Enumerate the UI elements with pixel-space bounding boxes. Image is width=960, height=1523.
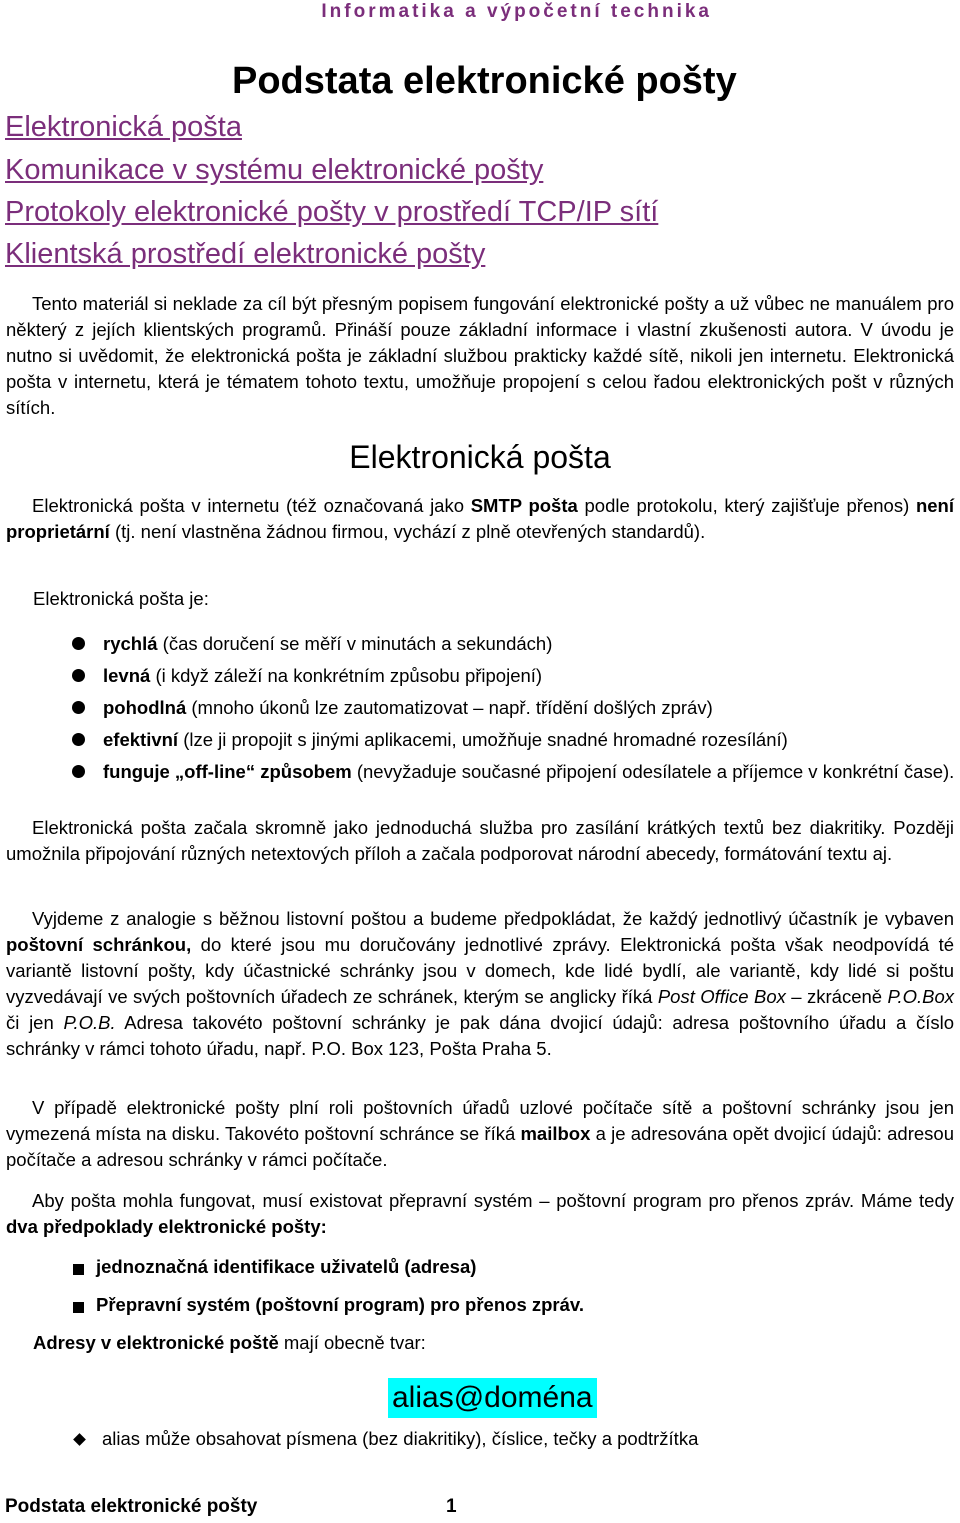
list-label: Elektronická pošta je: xyxy=(33,588,209,609)
diamond-bullet-icon xyxy=(73,1433,86,1446)
toc-link-communication[interactable]: Komunikace v systému elektronické pošty xyxy=(5,154,544,186)
bullet-dot-icon xyxy=(72,765,85,778)
intro-paragraph: Tento materiál si neklade za cíl být přesným popisem fungování elektronické pošty a už vůbec ne manuálem pro některý z jejích klientských programů. Přináší pouze základní informace i vlastní zkušenosti autora. V úvodu je nutno si uvědomit, že elektronická pošta je základní službou prakticky každé sítě, nikoli jen internetu. Elektronická pošta v internetu, která je tématem tohoto textu, umožňuje propojení s celou řadou elektronických pošt v různých sítích. xyxy=(6,293,954,418)
square-bullet-icon xyxy=(73,1264,84,1275)
section-heading: Elektronická pošta xyxy=(349,439,611,475)
bullet-dot-icon xyxy=(72,637,85,650)
page-number: 1 xyxy=(446,1496,457,1517)
paragraph-mailbox: V případě elektronické pošty plní roli poštovních úřadů uzlové počítače sítě a poštovní schránky jsou jen vymezená místa na disku. Takovéto poštovní schránce se říká mailbox a je adresována opět dvojicí údajů: adresou počítače a adresou schránky v rámci počítače. xyxy=(6,1097,954,1170)
paragraph-prerequisites: Aby pošta mohla fungovat, musí existovat přepravní systém – poštovní program pro přenos zpráv. Máme tedy dva předpoklady elektronické pošty: xyxy=(6,1190,954,1237)
bullet-dot-icon xyxy=(72,669,85,682)
prerequisite-item: Přepravní systém (poštovní program) pro přenos zpráv. xyxy=(96,1294,584,1315)
paragraph-history: Elektronická pošta začala skromně jako jednoduchá služba pro zasílání krátkých textů bez diakritiky. Později umožnila připojování různých netextových příloh a začala podporovat národní abecedy, formátování textu aj. xyxy=(6,817,954,864)
toc-link-protocols[interactable]: Protokoly elektronické pošty v prostředí TCP/IP sítí xyxy=(5,196,659,228)
address-label: Adresy v elektronické poště mají obecně tvar: xyxy=(33,1332,426,1353)
document-title: Podstata elektronické pošty xyxy=(232,60,737,102)
prerequisite-item: jednoznačná identifikace uživatelů (adresa) xyxy=(96,1256,477,1277)
square-bullet-icon xyxy=(73,1302,84,1313)
toc-link-clients[interactable]: Klientská prostředí elektronické pošty xyxy=(5,238,486,270)
footer-title: Podstata elektronické pošty xyxy=(5,1496,258,1517)
paragraph-smtp: Elektronická pošta v internetu (též označovaná jako SMTP pošta podle protokolu, který zajišťuje přenos) není proprietární (tj. není vlastněna žádnou firmou, vychází z plně otevřených standardů). xyxy=(6,495,954,542)
alias-note: alias může obsahovat písmena (bez diakritiky), číslice, tečky a podtržítka xyxy=(102,1428,699,1449)
toc-link-email[interactable]: Elektronická pošta xyxy=(5,111,242,143)
paragraph-analogy: Vyjdeme z analogie s běžnou listovní poštou a budeme předpokládat, že každý jednotlivý účastník je vybaven poštovní schránkou, do které jsou mu doručovány jednotlivé zprávy. Elektronická pošta však neodpovídá té variantě listovní pošty, kdy účastnické schránky jsou v domech, kde lidé bydlí, ale variantě, kdy lidé si poštu vyzvedávají ve svých poštovních úřadech ze schránek, kterým se anglicky říká Post Office Box – zkráceně P.O.Box či jen P.O.B. Adresa takovéto poštovní schránky je pak dána dvojicí údajů: adresa poštovního úřadu a číslo schránky v rámci tohoto úřadu, např. P.O. Box 123, Pošta Praha 5. xyxy=(6,908,955,1059)
running-header: Informatika a výpočetní technika xyxy=(321,1,712,22)
address-format-example: alias@doména xyxy=(388,1378,597,1418)
bullet-dot-icon xyxy=(72,733,85,746)
bullet-dot-icon xyxy=(72,701,85,714)
